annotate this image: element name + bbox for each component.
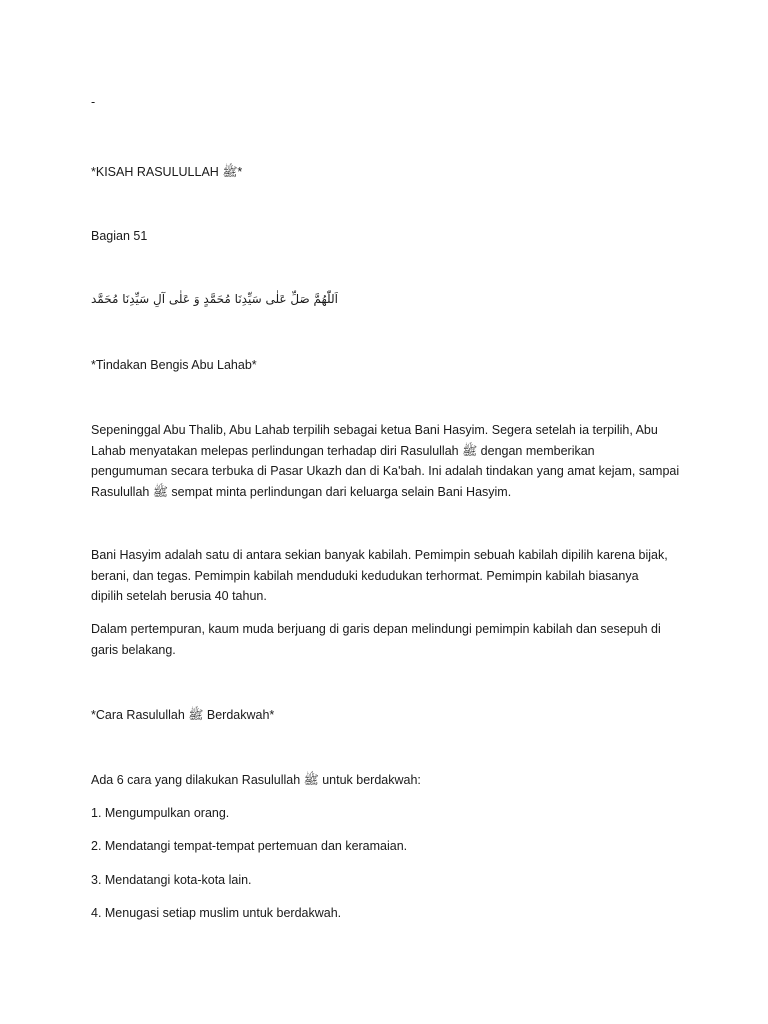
- paragraph-line: Dalam pertempuran, kaum muda berjuang di garis depan melindungi pemimpin kabilah dan sesepuh di: [91, 622, 661, 636]
- section-heading-abu-lahab: *Tindakan Bengis Abu Lahab*: [91, 358, 257, 372]
- arabic-salawat: اَللّٰهُمَّ صَلِّ عَلٰى سَيِّدِنَا مُحَمَّدٍ وَ عَلٰى آلِ سَيِّدِنَا مُحَمَّد: [91, 292, 338, 306]
- paragraph-line: Sepeninggal Abu Thalib, Abu Lahab terpilih sebagai ketua Bani Hasyim. Segera setelah ia terpilih, Abu: [91, 423, 658, 437]
- part-number: Bagian 51: [91, 229, 148, 243]
- section-heading-dakwah: *Cara Rasulullah ﷺ Berdakwah*: [91, 708, 275, 722]
- paragraph-bani-hasyim: [91, 545, 691, 607]
- leading-dash: -: [91, 95, 96, 109]
- list-item: 2. Mendatangi tempat-tempat pertemuan dan keramaian.: [91, 839, 408, 853]
- paragraph-line: garis belakang.: [91, 642, 176, 657]
- list-intro: Ada 6 cara yang dilakukan Rasulullah ﷺ untuk berdakwah:: [91, 773, 421, 787]
- paragraph-line: Bani Hasyim adalah satu di antara sekian banyak kabilah. Pemimpin sebuah kabilah dipilih karena bijak,: [91, 548, 668, 562]
- document-title: *KISAH RASULULLAH ﷺ*: [91, 165, 243, 179]
- paragraph-abu-lahab: [91, 420, 691, 502]
- paragraph-pertempuran: [91, 619, 691, 660]
- paragraph-line: Rasulullah ﷺ sempat minta perlindungan dari keluarga selain Bani Hasyim.: [91, 484, 512, 499]
- paragraph-line: Lahab menyatakan melepas perlindungan terhadap diri Rasulullah ﷺ dengan memberikan: [91, 443, 595, 458]
- list-item: 1. Mengumpulkan orang.: [91, 806, 230, 820]
- paragraph-line: pengumuman secara terbuka di Pasar Ukazh dan di Ka'bah. Ini adalah tindakan yang amat kejam, sampai: [91, 464, 680, 478]
- list-item: 3. Mendatangi kota-kota lain.: [91, 873, 252, 887]
- paragraph-line: dipilih setelah berusia 40 tahun.: [91, 589, 267, 603]
- list-item: 4. Menugasi setiap muslim untuk berdakwah.: [91, 906, 342, 920]
- paragraph-line: berani, dan tegas. Pemimpin kabilah menduduki kedudukan terhormat. Pemimpin kabilah biasanya: [91, 568, 639, 583]
